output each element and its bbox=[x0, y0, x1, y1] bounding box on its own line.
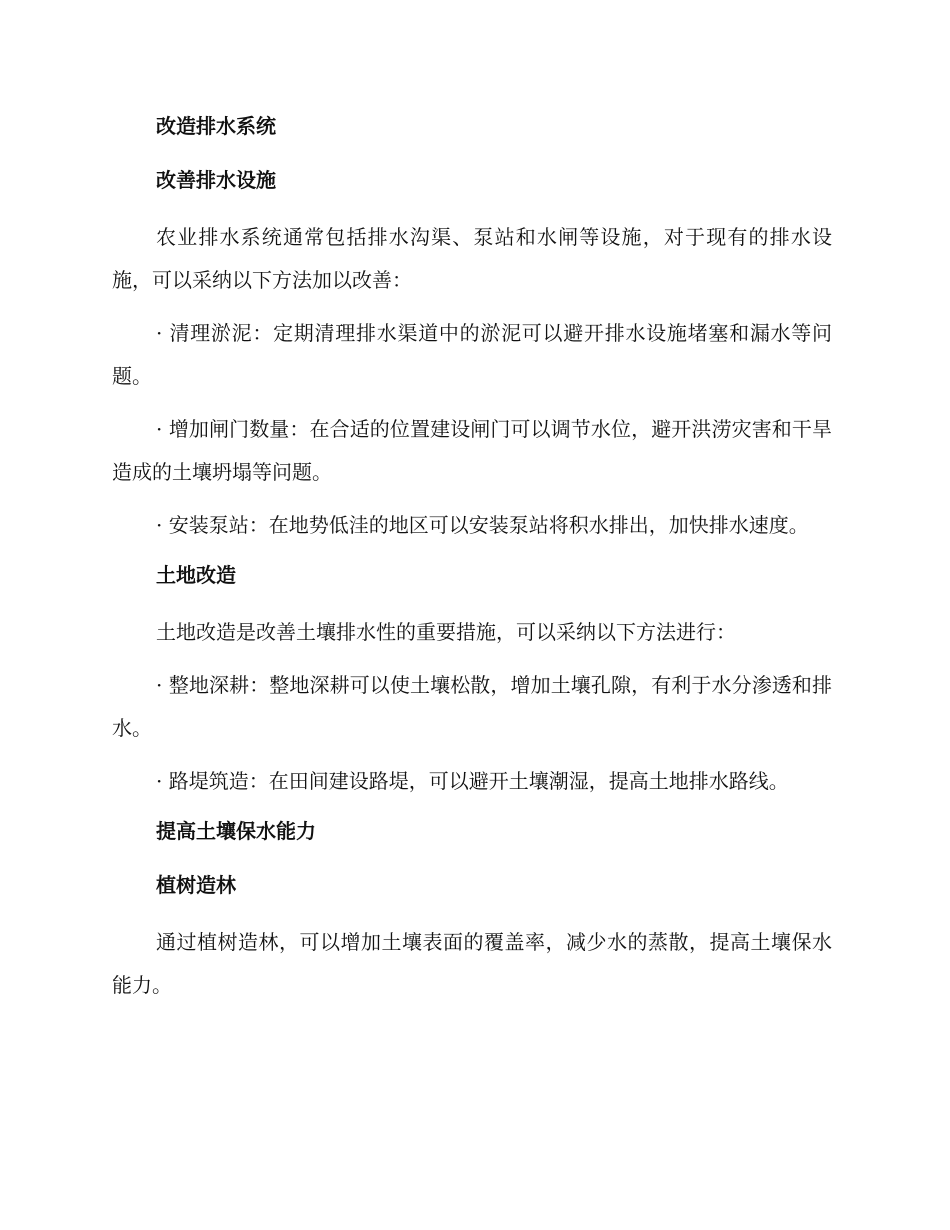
paragraph-land-intro: 土地改造是改善土壤排水性的重要措施，可以采纳以下方法进行： bbox=[156, 620, 736, 644]
heading-afforestation: 植树造林 bbox=[156, 873, 236, 897]
heading-drainage-system: 改造排水系统 bbox=[156, 114, 276, 138]
paragraph-drainage-intro: 农业排水系统通常包括排水沟渠、泵站和水闸等设施，对于现有的排水设施，可以采纳以下方法加以改善： bbox=[112, 225, 832, 292]
document-body bbox=[112, 108, 832, 1017]
paragraph-clear-silt: · 清理淤泥：定期清理排水渠道中的淤泥可以避开排水设施堵塞和漏水等问题。 bbox=[112, 321, 832, 388]
paragraph-embankment: · 路堤筑造：在田间建设路堤，可以避开土壤潮湿，提高土地排水路线。 bbox=[156, 769, 789, 793]
heading-drainage-facilities: 改善排水设施 bbox=[156, 168, 276, 192]
heading-land-reform: 土地改造 bbox=[156, 563, 236, 587]
paragraph-install-pumps: · 安装泵站：在地势低洼的地区可以安装泵站将积水排出，加快排水速度。 bbox=[156, 513, 809, 537]
paragraph-afforestation: 通过植树造林，可以增加土壤表面的覆盖率，减少水的蒸散，提高土壤保水能力。 bbox=[112, 930, 832, 997]
heading-water-retention: 提高土壤保水能力 bbox=[156, 819, 316, 843]
paragraph-add-gates: · 增加闸门数量：在合适的位置建设闸门可以调节水位，避开洪涝灾害和干旱造成的土壤坍塌等问题。 bbox=[112, 417, 832, 484]
paragraph-deep-plowing: · 整地深耕：整地深耕可以使土壤松散，增加土壤孔隙，有利于水分渗透和排水。 bbox=[112, 673, 832, 740]
